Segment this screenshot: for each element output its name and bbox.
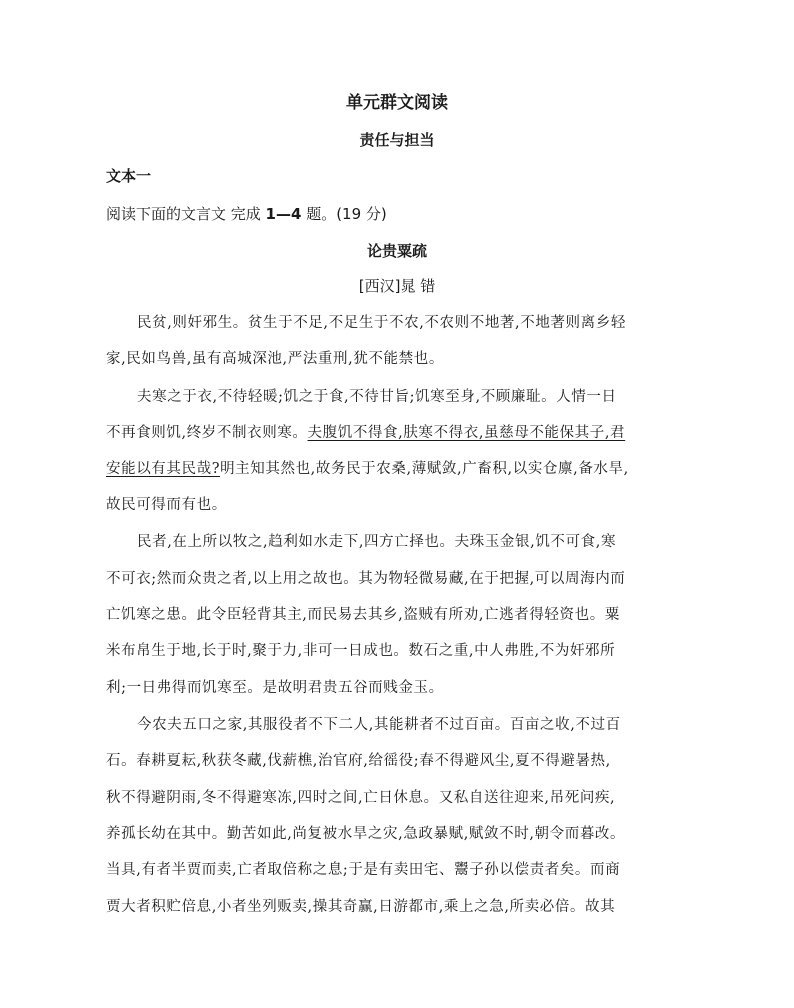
page-subtitle: 责任与担当 bbox=[359, 131, 435, 149]
paragraph-2-line-3 bbox=[106, 458, 629, 480]
paragraph-3-line-2: 不可衣;然而众贵之者,以上用之故也。其为物轻微易藏,在于把握,可以周海内而 bbox=[106, 571, 626, 587]
essay-author: [西汉]晁 错 bbox=[358, 277, 436, 295]
paragraph-3-line-3: 亡饥寒之患。此令臣轻背其主,而民易去其乡,盗贼有所劝,亡逃者得轻资也。粟 bbox=[106, 607, 620, 623]
essay-title: 论贵粟疏 bbox=[366, 242, 427, 260]
paragraph-3-line-4: 米布帛生于地,长于时,聚于力,非可一日成也。数石之重,中人弗胜,不为奸邪所 bbox=[106, 643, 616, 659]
paragraph-2-line-2-plain: 不再食则饥,终岁不制衣则寒。 bbox=[106, 425, 308, 441]
instruction-prefix: 阅读下面的文言文 完成 bbox=[106, 205, 266, 223]
instruction-text bbox=[106, 203, 387, 225]
paragraph-1-line-1: 民贫,则奸邪生。贫生于不足,不足生于不农,不农则不地著,不地著则离乡轻 bbox=[137, 315, 626, 331]
underlined-sentence-part-1: 夫腹饥不得食,肤寒不得衣,虽慈母不能保其子,君 bbox=[307, 425, 626, 441]
paragraph-2-line-1: 夫寒之于衣,不待轻暖;饥之于食,不待甘旨;饥寒至身,不顾廉耻。人情一日 bbox=[137, 389, 617, 405]
paragraph-4-line-6: 贾大者积贮倍息,小者坐列贩卖,操其奇赢,日游都市,乘上之急,所卖必倍。故其 bbox=[106, 899, 616, 915]
paragraph-2-line-3-plain: 明主知其然也,故务民于农桑,薄赋敛,广畜积,以实仓廪,备水旱, bbox=[220, 461, 629, 477]
paragraph-4-line-2: 石。春耕夏耘,秋获冬藏,伐薪樵,治官府,给徭役;春不得避风尘,夏不得避暑热, bbox=[106, 753, 611, 769]
paragraph-4-line-3: 秋不得避阴雨,冬不得避寒冻,四时之间,亡日休息。又私自送往迎来,吊死问疾, bbox=[106, 790, 616, 806]
paragraph-2-line-2 bbox=[106, 422, 625, 444]
instruction-question-range: 1—4 bbox=[265, 205, 302, 223]
paragraph-4-line-4: 养孤长幼在其中。勤苦如此,尚复被水旱之灾,急政暴赋,赋敛不时,朝令而暮改。 bbox=[106, 826, 626, 842]
section-label: 文本一 bbox=[106, 167, 152, 185]
instruction-suffix: 题。(19 分) bbox=[301, 205, 387, 223]
paragraph-3-line-5: 利;一日弗得而饥寒至。是故明君贵五谷而贱金玉。 bbox=[106, 680, 444, 696]
paragraph-1-line-2: 家,民如鸟兽,虽有高城深池,严法重刑,犹不能禁也。 bbox=[106, 351, 444, 367]
paragraph-2-line-4: 故民可得而有也。 bbox=[106, 497, 227, 513]
paragraph-4-line-1: 今农夫五口之家,其服役者不下二人,其能耕者不过百亩。百亩之收,不过百 bbox=[137, 717, 621, 733]
page-title: 单元群文阅读 bbox=[346, 93, 448, 113]
paragraph-4-line-5: 当具,有者半贾而卖,亡者取倍称之息;于是有卖田宅、鬻子孙以偿责者矣。而商 bbox=[106, 862, 621, 878]
underlined-sentence-part-2: 安能以有其民哉? bbox=[106, 461, 221, 477]
paragraph-3-line-1: 民者,在上所以牧之,趋利如水走下,四方亡择也。夫珠玉金银,饥不可食,寒 bbox=[137, 534, 617, 550]
